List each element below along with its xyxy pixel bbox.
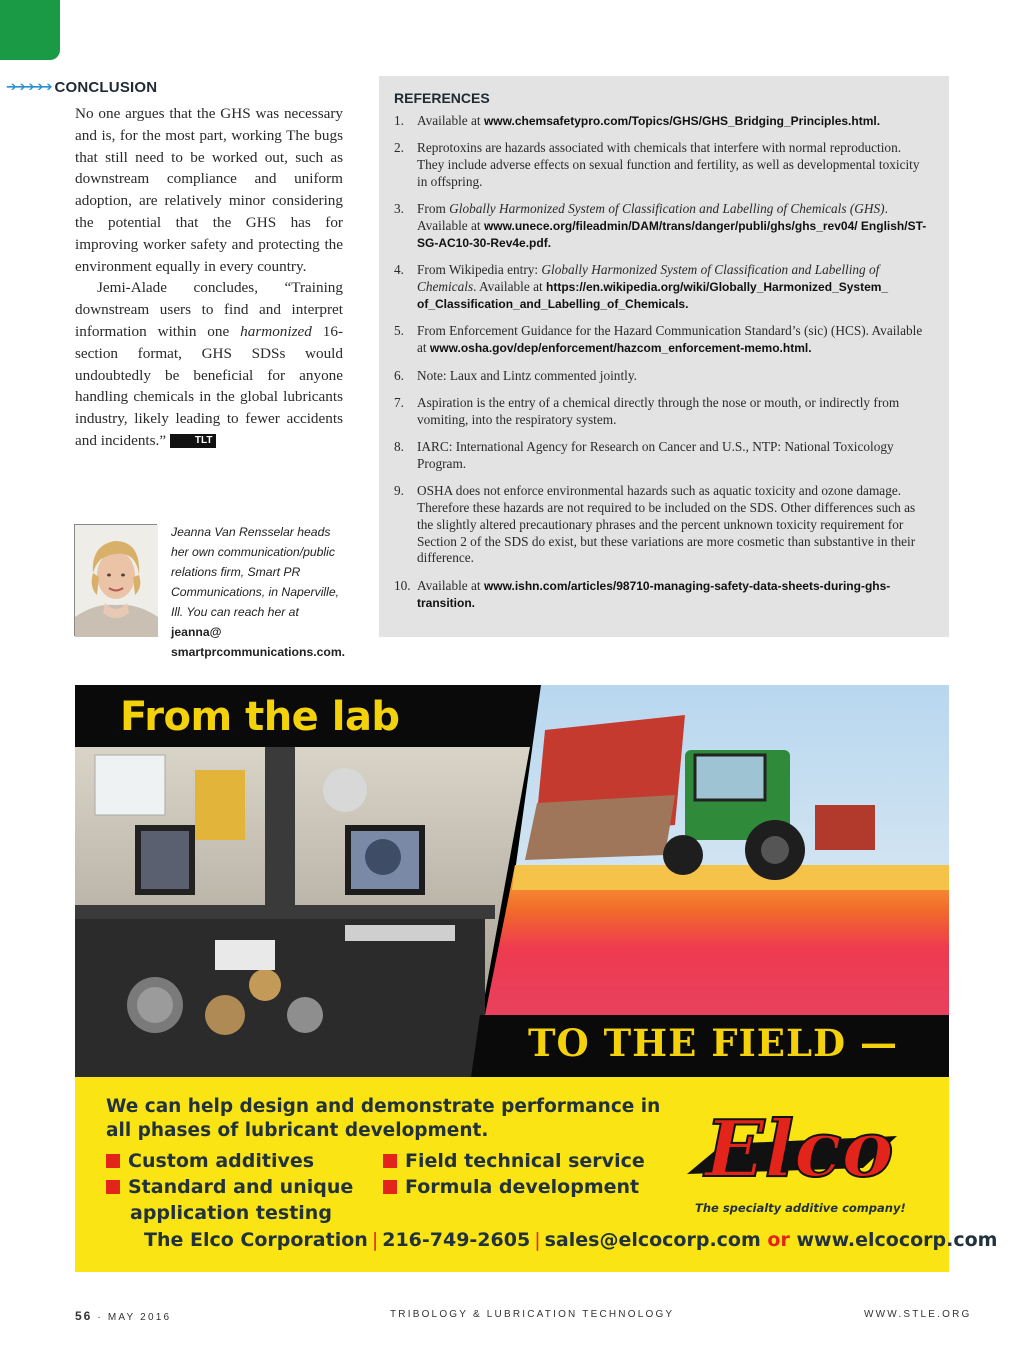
section-heading bbox=[6, 79, 157, 96]
contact-email[interactable]: sales@elcocorp.com bbox=[544, 1229, 761, 1251]
tlt-end-badge: TLT bbox=[170, 434, 216, 448]
ad-headline-bottom: TO THE FIELD — bbox=[528, 1021, 898, 1065]
ad-bullets-right bbox=[383, 1148, 673, 1200]
author-photo bbox=[74, 524, 157, 636]
reference-text: Reprotoxins are hazards associated with chemicals that interfere with normal reproduction. They include adverse effects on sexual function and fertility, as well as developmental toxicity in offspring. bbox=[417, 140, 920, 189]
page-number: 56 bbox=[75, 1309, 93, 1323]
ad-headline-top: From the lab bbox=[120, 694, 400, 740]
reference-number: 4. bbox=[394, 262, 404, 278]
reference-number: 8. bbox=[394, 439, 404, 455]
paragraph-2-emphasis: harmonized bbox=[240, 322, 312, 340]
reference-item bbox=[394, 578, 931, 612]
reference-number: 6. bbox=[394, 367, 404, 383]
company-name: The Elco Corporation bbox=[144, 1229, 368, 1251]
section-color-tab bbox=[0, 0, 60, 60]
elco-logo bbox=[683, 1092, 899, 1202]
author-email[interactable]: jeanna@ smartprcommunications.com. bbox=[171, 625, 346, 659]
footer-dot: · bbox=[97, 1312, 103, 1323]
reference-text: From Enforcement Guidance for the Hazard Communication Standard’s (sic) (HCS). Available at bbox=[417, 323, 923, 356]
references-title: REFERENCES bbox=[394, 90, 490, 106]
arrows-icon: ➔➔➔➔➔ bbox=[6, 80, 51, 95]
reference-item bbox=[394, 113, 931, 130]
author-bio bbox=[171, 522, 351, 662]
reference-number: 10. bbox=[394, 577, 411, 593]
ad-bullet-item: Field technical service bbox=[383, 1148, 673, 1174]
company-website[interactable]: www.elcocorp.com bbox=[796, 1229, 998, 1251]
reference-number: 1. bbox=[394, 113, 404, 128]
paragraph-2-text: Jemi-Alade concludes, “Training downstream users to find and interpret information within one bbox=[75, 279, 343, 340]
reference-text: From bbox=[417, 201, 450, 217]
reference-text: IARC: International Agency for Research on Cancer and U.S., NTP: National Toxicology Program. bbox=[417, 439, 894, 471]
reference-item bbox=[394, 483, 931, 567]
conclusion-paragraph-2 bbox=[75, 277, 343, 451]
reference-item bbox=[394, 395, 931, 429]
reference-text: Available at bbox=[417, 577, 484, 593]
reference-text: . Available at bbox=[473, 279, 547, 295]
ad-bullet-item: Standard and unique bbox=[106, 1174, 366, 1200]
elco-advertisement bbox=[75, 685, 998, 1272]
ad-bullet-item: Formula development bbox=[383, 1174, 673, 1200]
ad-lead-text: We can help design and demonstrate performance in all phases of lubricant development. bbox=[106, 1096, 661, 1141]
reference-text: Aspiration is the entry of a chemical directly through the nose or mouth, or indirectly from vomiting, into the respiratory system. bbox=[417, 394, 900, 427]
reference-number: 9. bbox=[394, 483, 404, 499]
elco-tagline: The specialty additive company! bbox=[695, 1201, 906, 1215]
separator-icon: | bbox=[534, 1229, 541, 1251]
reference-item bbox=[394, 140, 931, 190]
magazine-name: TRIBOLOGY & LUBRICATION TECHNOLOGY bbox=[390, 1309, 675, 1320]
reference-url[interactable]: www.chemsafetypro.com/Topics/GHS/GHS_Bridging_Principles.html. bbox=[483, 114, 881, 128]
references-box bbox=[379, 76, 949, 637]
reference-item bbox=[394, 201, 931, 251]
reference-url[interactable]: www.unece.org/fileadmin/DAM/trans/danger/publi/ghs/ghs_rev04/ English/ST-SG-AC10-30-Rev4e.pdf. bbox=[417, 219, 927, 250]
reference-url[interactable]: www.osha.gov/dep/enforcement/hazcom_enforcement-memo.html. bbox=[429, 341, 812, 356]
reference-url[interactable]: www.ishn.com/articles/98710-managing-safety-data-sheets-during-ghs-transition. bbox=[417, 578, 891, 610]
reference-text: Note: Laux and Lintz commented jointly. bbox=[417, 367, 637, 383]
reference-title: Globally Harmonized System of Classification and Labelling of Chemicals (GHS) bbox=[449, 201, 885, 217]
reference-text: OSHA does not enforce environmental hazards such as aquatic toxicity and ozone damage. Therefore these hazards are not required to be included on the SDS. Other differences such as the slightly altered precautionary phrases and the percent unknown toxicity requirement for Section 2 of the SDS do exist, but these variations are more cosmetic than substantive in their difference. bbox=[417, 483, 916, 566]
ad-bullet-item: Custom additives bbox=[106, 1148, 366, 1174]
footer-left bbox=[75, 1309, 171, 1323]
conclusion-paragraph-1: No one argues that the GHS was necessary and is, for the most part, working The bugs that still need to be worked out, such as downstream compliance and uniform adoption, are relatively minor considering the potential that the GHS has for improving worker safety and protecting the environment equally in every country. bbox=[75, 105, 343, 275]
reference-url[interactable]: https://en.wikipedia.org/wiki/Globally_Harmonized_System_ of_Classification_and_Labelling_of_Chemicals. bbox=[417, 280, 889, 311]
ad-bullet-continuation: application testing bbox=[130, 1202, 332, 1224]
separator-icon: | bbox=[371, 1229, 379, 1251]
references-list bbox=[394, 113, 931, 611]
reference-item bbox=[394, 368, 931, 385]
reference-number: 3. bbox=[394, 201, 404, 217]
reference-number: 5. bbox=[394, 323, 404, 339]
reference-text: . Available at bbox=[417, 201, 888, 234]
paragraph-2-text-end: 16-section format, GHS SDSs would undoubtedly be beneficial for anyone handling chemicals in the global lubricants industry, likely leading to fewer accidents and incidents.” bbox=[75, 322, 343, 449]
issue-date: MAY 2016 bbox=[107, 1312, 172, 1323]
or-text: or bbox=[767, 1229, 790, 1251]
ad-contact-line bbox=[144, 1229, 997, 1251]
elco-logo-text: Elco bbox=[705, 1104, 894, 1195]
reference-number: 2. bbox=[394, 140, 404, 156]
section-title: CONCLUSION bbox=[54, 79, 158, 96]
footer-website[interactable]: WWW.STLE.ORG bbox=[864, 1309, 972, 1320]
ad-info-panel bbox=[75, 1077, 998, 1272]
bio-text: Jeanna Van Rensselar heads her own communication/public relations firm, Smart PR Communications, in Naperville, Ill. You can reach her at bbox=[171, 525, 339, 619]
reference-item bbox=[394, 323, 931, 357]
reference-title: Globally Harmonized System of Classification and Labelling of Chemicals bbox=[417, 262, 880, 295]
reference-text: Available at bbox=[417, 113, 484, 128]
reference-number: 7. bbox=[394, 394, 404, 410]
phone-number[interactable]: 216-749-2605 bbox=[382, 1229, 531, 1251]
ad-bullets-left bbox=[106, 1148, 366, 1226]
reference-item bbox=[394, 439, 931, 473]
reference-text: From Wikipedia entry: bbox=[417, 262, 542, 278]
reference-item bbox=[394, 262, 931, 312]
ad-photo-collage bbox=[75, 685, 949, 1077]
conclusion-body bbox=[75, 103, 343, 452]
